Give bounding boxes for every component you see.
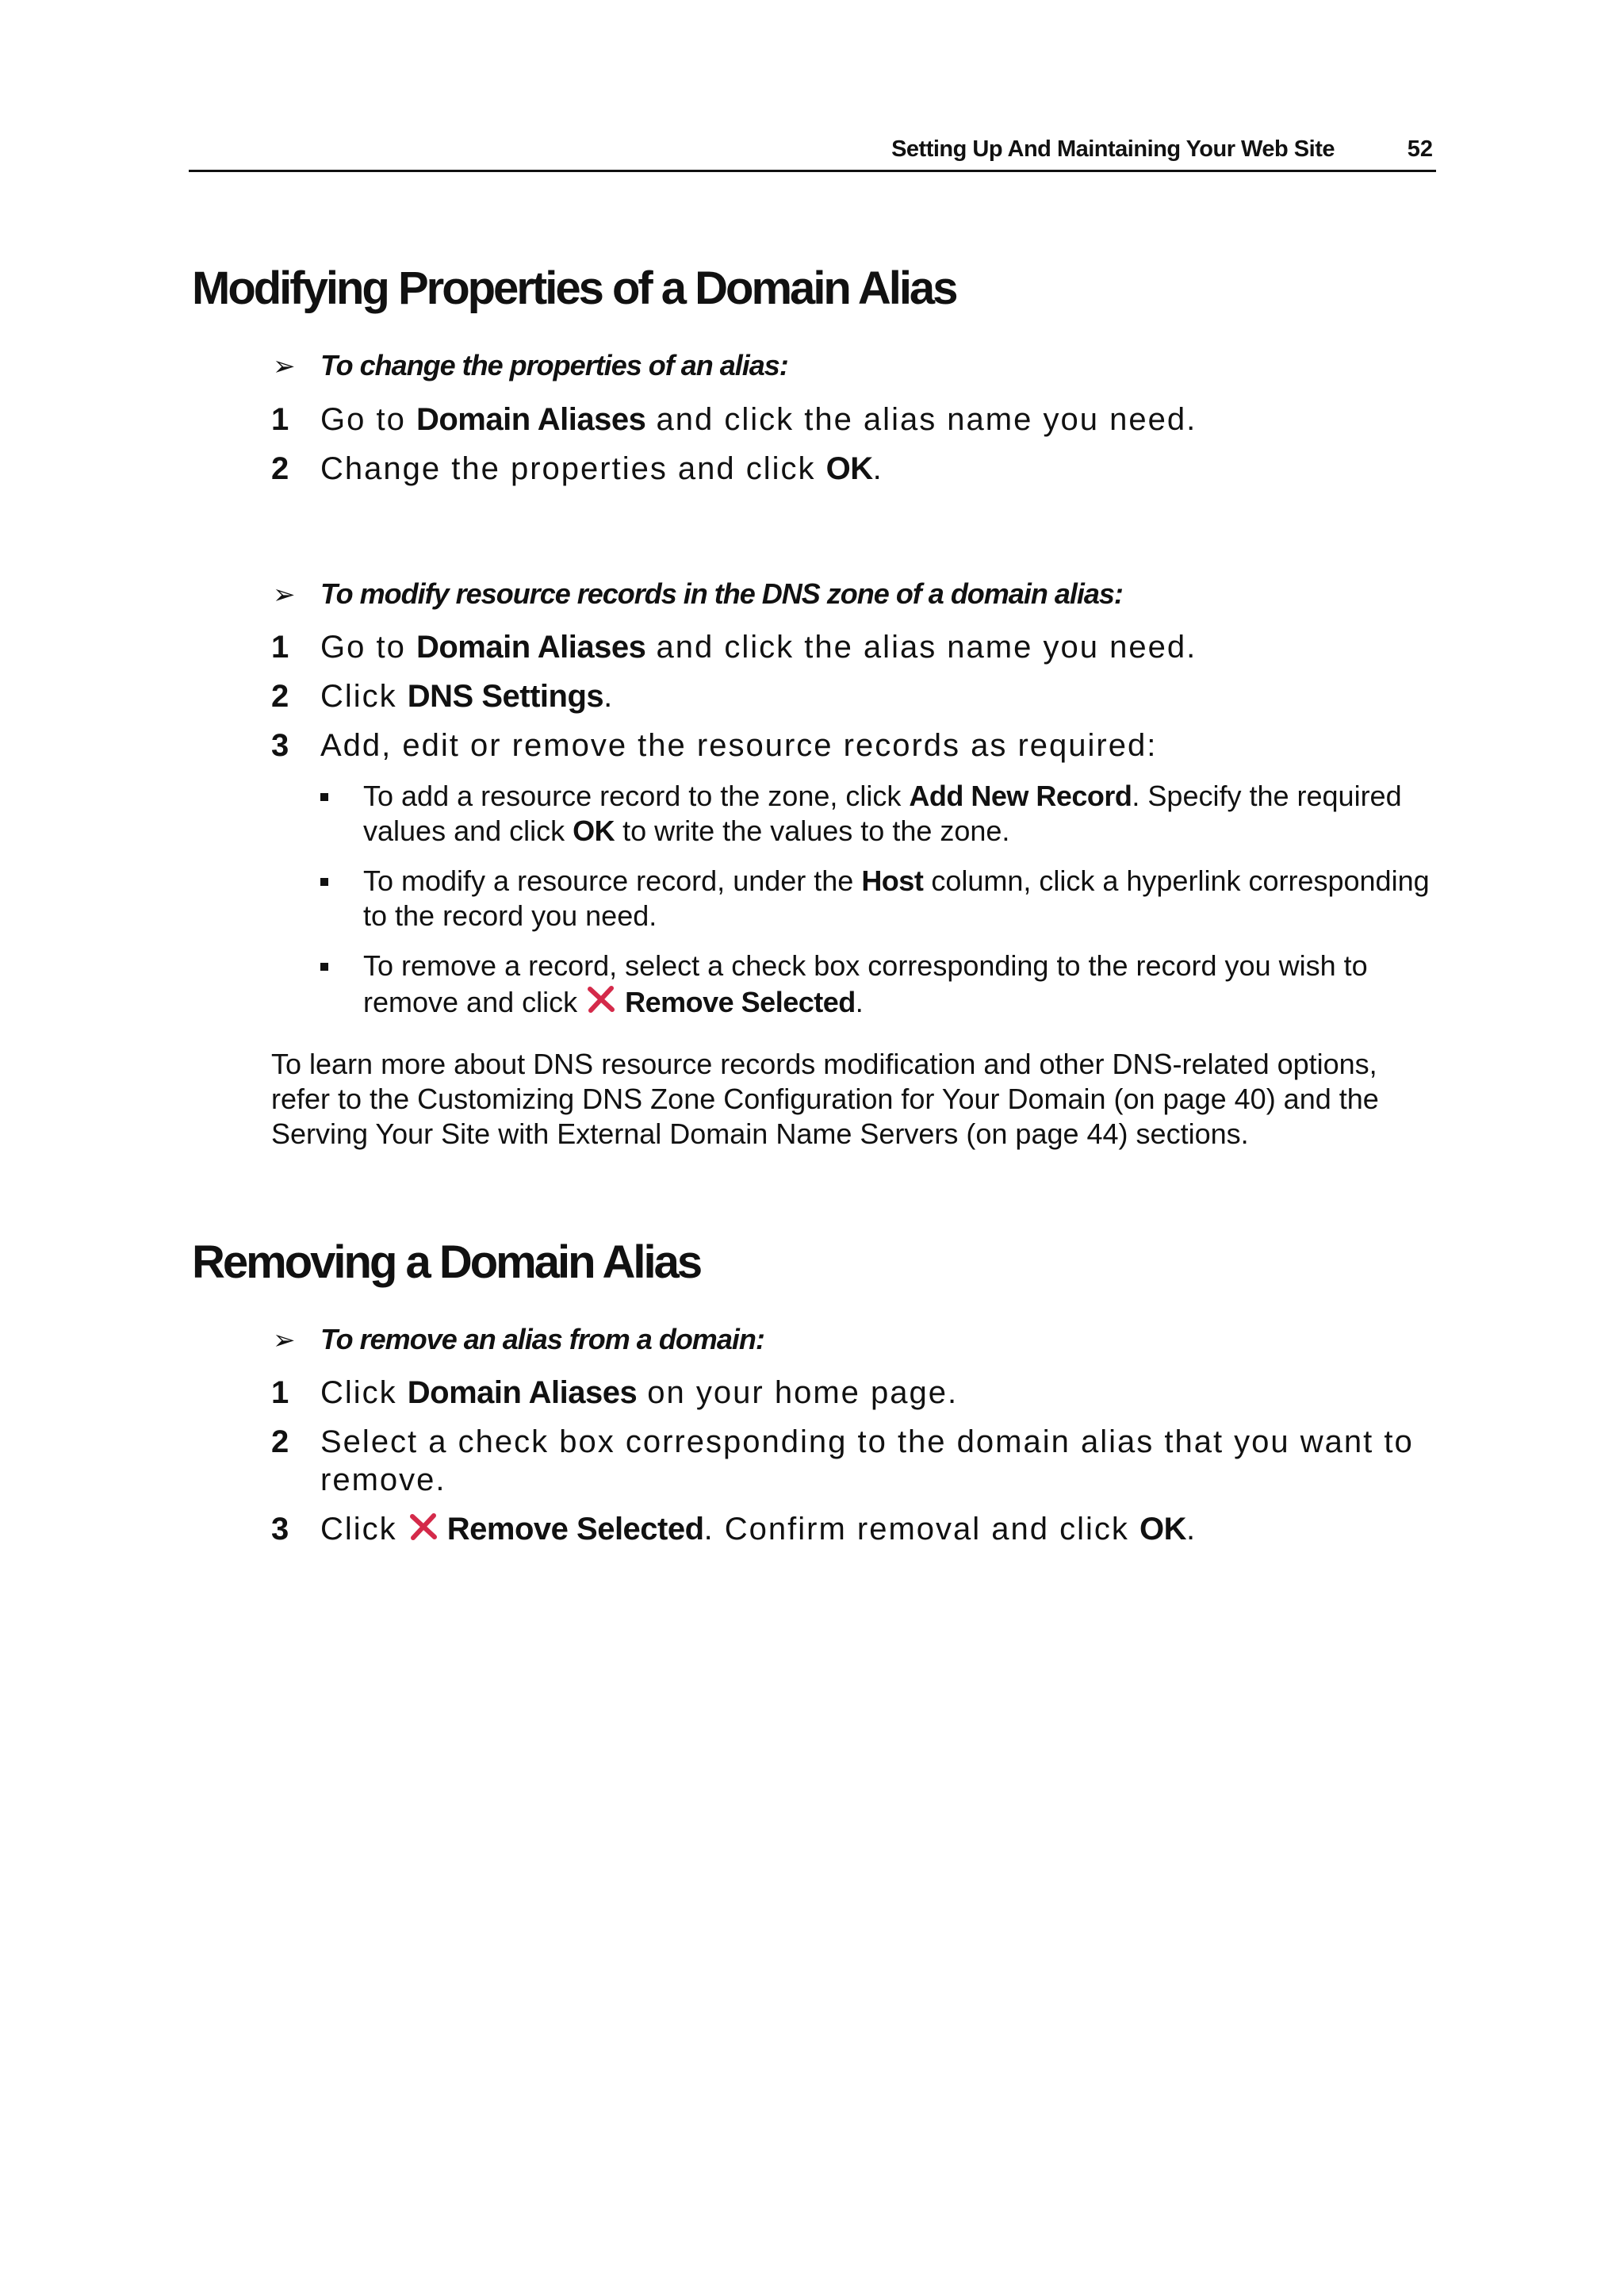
section-title-modifying: Modifying Properties of a Domain Alias [192,263,956,314]
ui-reference-add-new-record: Add New Record [909,780,1132,812]
ui-reference-domain-aliases: Domain Aliases [407,1375,638,1410]
ui-reference-ok: OK [825,451,873,486]
paragraph-dns-more-info: To learn more about DNS resource records modification and other DNS-related options, refer to the Customizing DNS Zone Configuration for Your Domain (on page 40) and the Serving Your Site with External Domain Name Servers (on page 44) sections. [271,1048,1379,1150]
list-item: To remove a record, select a check box corresponding to the record you wish to remove and click Remove Selected. [317,949,1435,1020]
step: 1 Click Domain Aliases on your home page. [271,1375,959,1410]
procedure-heading-change-properties: ➢ To change the properties of an alias: [273,349,788,381]
square-bullet-icon [320,793,328,801]
arrow-bullet-icon: ➢ [273,580,295,610]
step: 2 Click DNS Settings. [271,679,615,714]
ui-reference-ok: OK [573,815,615,847]
step: 1 Go to Domain Aliases and click the alias name you need. [271,630,1197,665]
step: 1 Go to Domain Aliases and click the alias name you need. [271,402,1197,437]
procedure-heading-remove-alias: ➢ To remove an alias from a domain: [273,1323,764,1355]
ui-reference-domain-aliases: Domain Aliases [416,402,646,437]
step: 3 Add, edit or remove the resource records as required: [271,728,1158,763]
red-x-icon [585,983,617,1015]
arrow-bullet-icon: ➢ [273,351,295,381]
page-header [189,133,1436,172]
step: 2 Select a check box corresponding to the domain alias that you want to remove. [271,1424,1414,1497]
arrow-bullet-icon: ➢ [273,1325,295,1355]
ui-reference-dns-settings: DNS Settings [407,679,604,714]
ui-reference-remove-selected: Remove Selected [625,986,856,1018]
procedure-heading-modify-records: ➢ To modify resource records in the DNS zone of a domain alias: [273,577,1123,610]
list-item: To add a resource record to the zone, click Add New Record. Specify the required values and click OK to write the values to the zone. [317,779,1435,849]
ui-reference-host: Host [861,864,924,897]
page-number: 52 [1407,136,1433,162]
header-title: Setting Up And Maintaining Your Web Site [891,136,1335,162]
square-bullet-icon [320,963,328,971]
list-item: To modify a resource record, under the Host column, click a hyperlink corresponding to the record you need. [317,864,1435,933]
red-x-icon [408,1511,439,1543]
section-title-removing: Removing a Domain Alias [192,1236,701,1288]
step: 2 Change the properties and click OK. [271,451,883,486]
ui-reference-domain-aliases: Domain Aliases [416,630,646,665]
ui-reference-ok: OK [1139,1512,1187,1547]
step: 3 Click Remove Selected. Confirm removal and click OK. [271,1512,1197,1547]
square-bullet-icon [320,878,328,886]
ui-reference-remove-selected: Remove Selected [446,1512,704,1547]
